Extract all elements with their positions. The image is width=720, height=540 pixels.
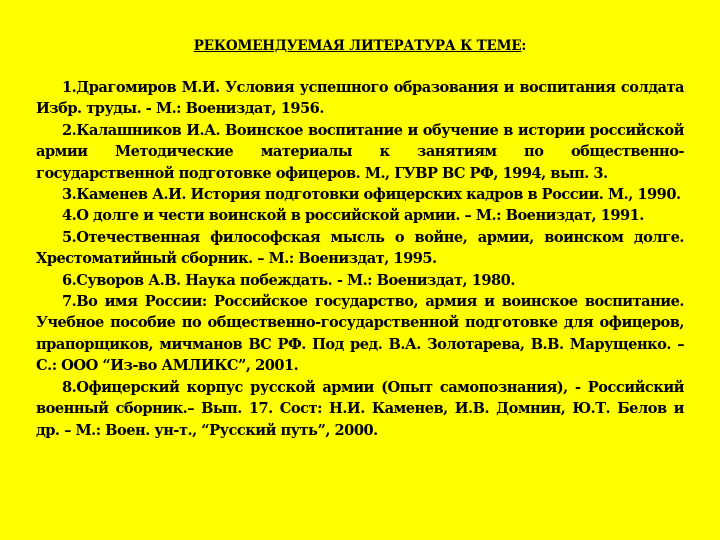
reference-item-6: 6.Суворов А.В. Наука побеждать. - М.: Воениздат, 1980. (62, 271, 515, 289)
title-text: РЕКОМЕНДУЕМАЯ ЛИТЕРАТУРА К ТЕМЕ (193, 38, 522, 54)
reference-item-4: 4.О долге и чести воинской в российской армии. – М.: Воениздат, 1991. (62, 207, 644, 225)
reference-item-3: 3.Каменев А.И. История подготовки офицерских кадров в России. М., 1990. (62, 186, 681, 204)
reference-item-1: 1.Драгомиров М.И. Условия успешного образования и воспитания солдата Избр. труды. - М.: Воениздат, 1956. (36, 79, 684, 118)
reference-list (36, 77, 684, 441)
reference-item-8: 8.Офицерский корпус русской армии (Опыт самопознания), - Российский военный сборник.– Вып. 17. Сост: Н.И. Каменев, И.В. Домнин, Ю.Т. Белов и др. – М.: Воен. ун-т., “Русский путь”, 2000. (36, 378, 684, 439)
slide (36, 36, 684, 516)
reference-item-7: 7.Во имя России: Российское государство, армия и воинское воспитание. Учебное пособие по общественно-государственной подготовке для офицеров, прапорщиков, мичманов ВС РФ. Под ред. В.А. Золотарева, В.В. Марущенко. – С.: ООО “Из-во АМЛИКС”, 2001. (36, 293, 684, 375)
reference-item-5: 5.Отечественная философская мысль о войне, армии, воинском долге. Хрестоматийный сборник. – М.: Воениздат, 1995. (36, 228, 684, 268)
page-title (36, 36, 684, 56)
reference-item-2: 2.Калашников И.А. Воинское воспитание и обучение в истории российской армии Методические материалы к занятиям по общественно-государственной подготовке офицеров. М., ГУВР ВС РФ, 1994, вып. 3. (36, 121, 684, 182)
title-colon: : (521, 38, 527, 54)
